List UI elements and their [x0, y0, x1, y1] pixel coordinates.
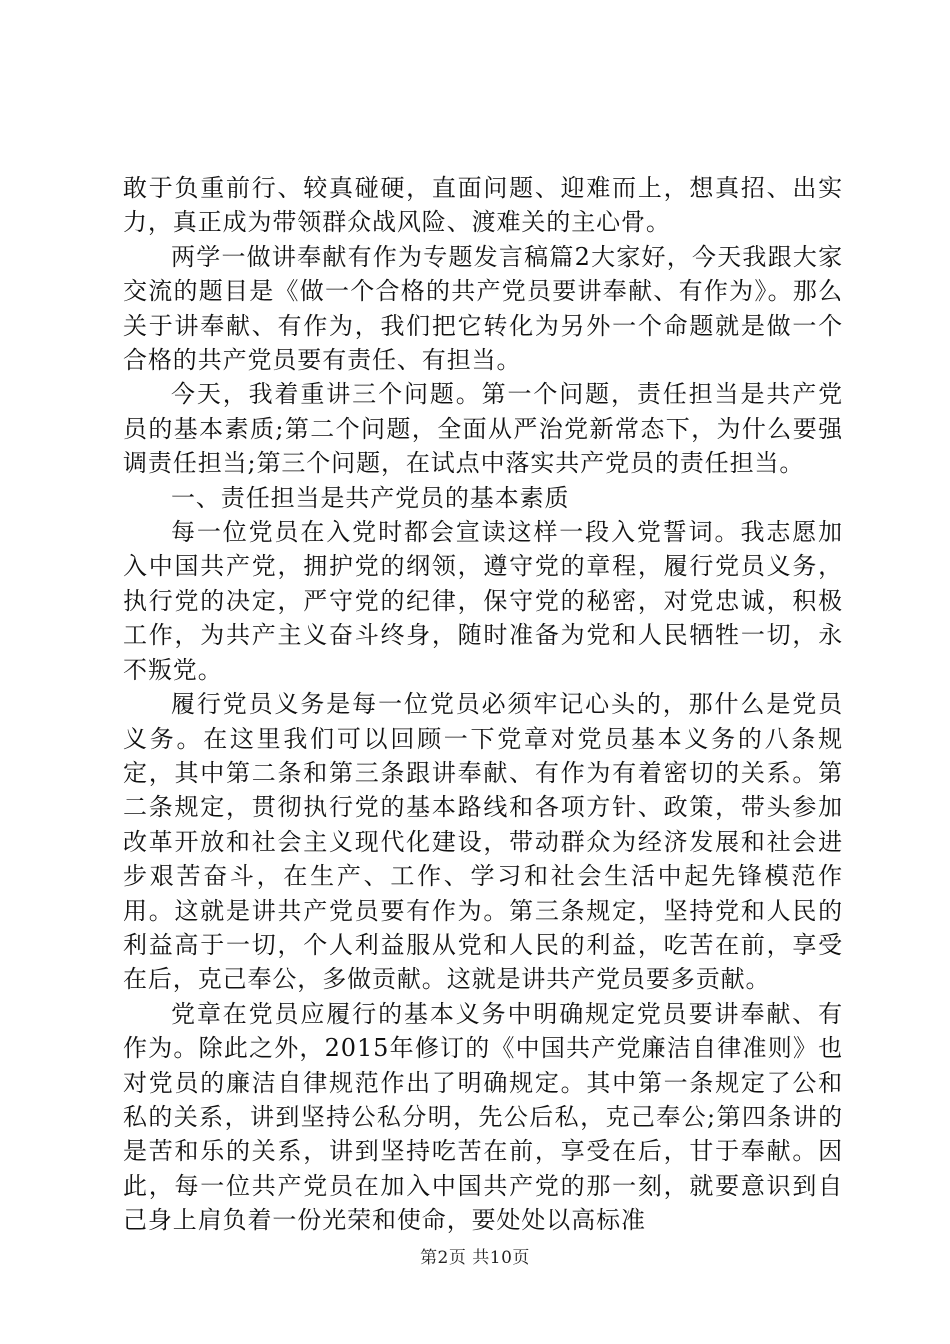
page-footer: 第2页 共10页 — [420, 1248, 530, 1268]
paragraph-oath: 每一位党员在入党时都会宣读这样一段入党誓词。我志愿加入中国共产党，拥护党的纲领，遵守党的章程，履行党员义务，执行党的决定，严守党的纪律，保守党的秘密，对党忠诚，积极工作，为共产主义奋斗终身，随时准备为党和人民牺牲一切，永不叛党。 — [123, 518, 843, 684]
paragraph-duties: 履行党员义务是每一位党员必须牢记心头的，那什么是党员义务。在这里我们可以回顾一下党章对党员基本义务的八条规定，其中第二条和第三条跟讲奉献、有作为有着密切的关系。第二条规定，贯彻执行党的基本路线和各项方针、政策，带头参加改革开放和社会主义现代化建设，带动群众为经济发展和社会进步艰苦奋斗，在生产、工作、学习和社会生活中起先锋模范作用。这就是讲共产党员要有作为。第三条规定，坚持党和人民的利益高于一切，个人利益服从党和人民的利益，吃苦在前，享受在后，克己奉公，多做贡献。这就是讲共产党员要多贡献。 — [123, 690, 843, 994]
paragraph-three-issues: 今天，我着重讲三个问题。第一个问题，责任担当是共产党员的基本素质;第二个问题，全面从严治党新常态下，为什么要强调责任担当;第三个问题，在试点中落实共产党员的责任担当。 — [123, 380, 843, 478]
paragraph-continuation: 敢于负重前行、较真碰硬，直面问题、迎难而上，想真招、出实力，真正成为带领群众战风险、渡难关的主心骨。 — [123, 174, 843, 237]
document-body — [123, 171, 843, 1238]
paragraph-constitution: 党章在党员应履行的基本义务中明确规定党员要讲奉献、有作为。除此之外，2015年修订的《中国共产党廉洁自律准则》也对党员的廉洁自律规范作出了明确规定。其中第一条规定了公和私的关系，讲到坚持公私分明，先公后私，克己奉公;第四条讲的是苦和乐的关系，讲到坚持吃苦在前，享受在后，甘于奉献。因此，每一位共产党员在加入中国共产党的那一刻，就要意识到自己身上肩负着一份光荣和使命，要处处以高标准 — [123, 999, 843, 1235]
paragraph-speech-intro: 两学一做讲奉献有作为专题发言稿篇2大家好，今天我跟大家交流的题目是《做一个合格的共产党员要讲奉献、有作为》。那么关于讲奉献、有作为，我们把它转化为另外一个命题就是做一个合格的共产党员要有责任、有担当。 — [123, 242, 843, 375]
section-heading: 一、责任担当是共产党员的基本素质 — [171, 483, 570, 512]
